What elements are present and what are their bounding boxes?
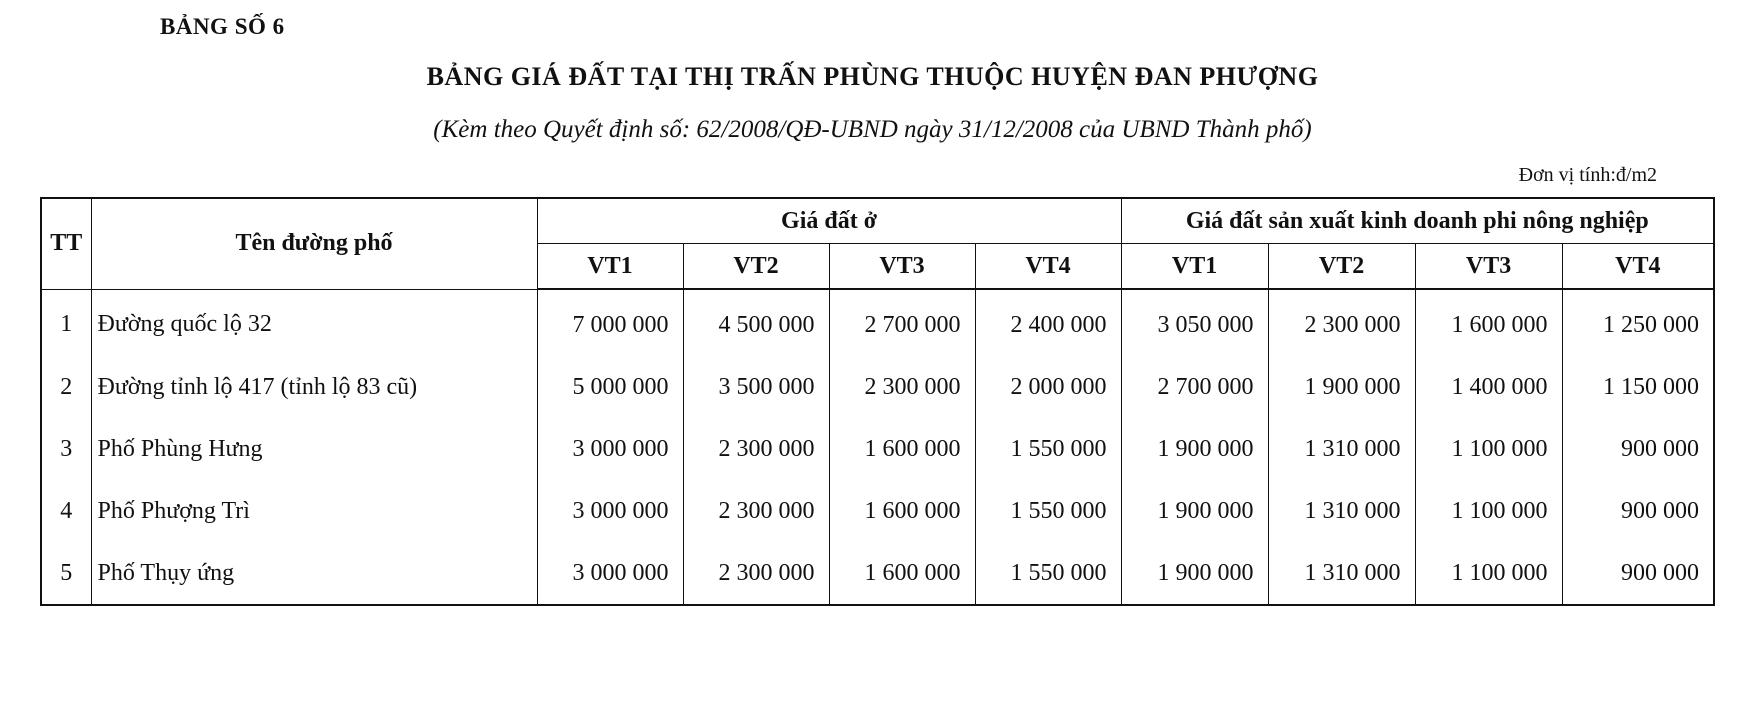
price-cell: 1 310 000 <box>1268 418 1415 480</box>
header-position: VT1 <box>537 244 683 290</box>
header-position: VT3 <box>1415 244 1562 290</box>
price-cell: 1 600 000 <box>829 418 975 480</box>
price-cell: 2 300 000 <box>683 480 829 542</box>
document-title: BẢNG GIÁ ĐẤT TẠI THỊ TRẤN PHÙNG THUỘC HUYỆN ĐAN PHƯỢNG <box>426 62 1319 91</box>
price-cell: 3 000 000 <box>537 480 683 542</box>
header-street-name: Tên đường phố <box>91 198 537 289</box>
header-group-business: Giá đất sản xuất kinh doanh phi nông nghiệp <box>1121 198 1714 244</box>
header-position: VT2 <box>1268 244 1415 290</box>
table-row <box>41 289 1714 356</box>
table-row <box>41 356 1714 418</box>
price-cell: 1 900 000 <box>1121 480 1268 542</box>
street-name: Đường tỉnh lộ 417 (tỉnh lộ 83 cũ) <box>91 356 537 418</box>
price-cell: 3 000 000 <box>537 418 683 480</box>
price-cell: 2 300 000 <box>683 418 829 480</box>
price-cell: 2 300 000 <box>1268 289 1415 356</box>
price-cell: 900 000 <box>1562 418 1714 480</box>
price-cell: 1 250 000 <box>1562 289 1714 356</box>
street-name: Phố Phượng Trì <box>91 480 537 542</box>
price-cell: 900 000 <box>1562 542 1714 605</box>
price-cell: 2 300 000 <box>683 542 829 605</box>
table-row <box>41 418 1714 480</box>
price-cell: 1 150 000 <box>1562 356 1714 418</box>
table-number-label: BẢNG SỐ 6 <box>160 14 285 39</box>
price-cell: 2 700 000 <box>829 289 975 356</box>
price-cell: 2 700 000 <box>1121 356 1268 418</box>
price-cell: 1 100 000 <box>1415 542 1562 605</box>
price-cell: 1 600 000 <box>1415 289 1562 356</box>
price-cell: 1 100 000 <box>1415 418 1562 480</box>
price-cell: 2 000 000 <box>975 356 1121 418</box>
header-position: VT4 <box>975 244 1121 290</box>
table-row <box>41 542 1714 605</box>
header-position: VT1 <box>1121 244 1268 290</box>
price-cell: 1 600 000 <box>829 480 975 542</box>
row-index: 5 <box>41 542 91 605</box>
price-cell: 1 550 000 <box>975 542 1121 605</box>
land-price-table <box>40 197 1715 606</box>
price-cell: 2 300 000 <box>829 356 975 418</box>
street-name: Phố Phùng Hưng <box>91 418 537 480</box>
price-cell: 1 310 000 <box>1268 542 1415 605</box>
price-cell: 1 600 000 <box>829 542 975 605</box>
price-cell: 900 000 <box>1562 480 1714 542</box>
document-subtitle: (Kèm theo Quyết định số: 62/2008/QĐ-UBND ngày 31/12/2008 của UBND Thành phố) <box>433 116 1312 143</box>
price-cell: 2 400 000 <box>975 289 1121 356</box>
unit-label: Đơn vị tính:đ/m2 <box>1518 164 1657 186</box>
price-cell: 3 000 000 <box>537 542 683 605</box>
header-position: VT4 <box>1562 244 1714 290</box>
row-index: 1 <box>41 289 91 356</box>
header-row-groups <box>41 198 1714 244</box>
price-cell: 1 310 000 <box>1268 480 1415 542</box>
table-row <box>41 480 1714 542</box>
street-name: Đường quốc lộ 32 <box>91 289 537 356</box>
header-group-residential: Giá đất ở <box>537 198 1121 244</box>
price-cell: 1 900 000 <box>1121 418 1268 480</box>
header-position: VT3 <box>829 244 975 290</box>
header-tt: TT <box>41 198 91 289</box>
price-cell: 4 500 000 <box>683 289 829 356</box>
price-cell: 3 050 000 <box>1121 289 1268 356</box>
row-index: 4 <box>41 480 91 542</box>
price-cell: 1 550 000 <box>975 418 1121 480</box>
street-name: Phố Thụy ứng <box>91 542 537 605</box>
price-cell: 3 500 000 <box>683 356 829 418</box>
price-cell: 1 400 000 <box>1415 356 1562 418</box>
price-cell: 7 000 000 <box>537 289 683 356</box>
row-index: 3 <box>41 418 91 480</box>
row-index: 2 <box>41 356 91 418</box>
price-cell: 1 900 000 <box>1268 356 1415 418</box>
price-cell: 5 000 000 <box>537 356 683 418</box>
header-position: VT2 <box>683 244 829 290</box>
price-cell: 1 550 000 <box>975 480 1121 542</box>
price-cell: 1 100 000 <box>1415 480 1562 542</box>
price-cell: 1 900 000 <box>1121 542 1268 605</box>
